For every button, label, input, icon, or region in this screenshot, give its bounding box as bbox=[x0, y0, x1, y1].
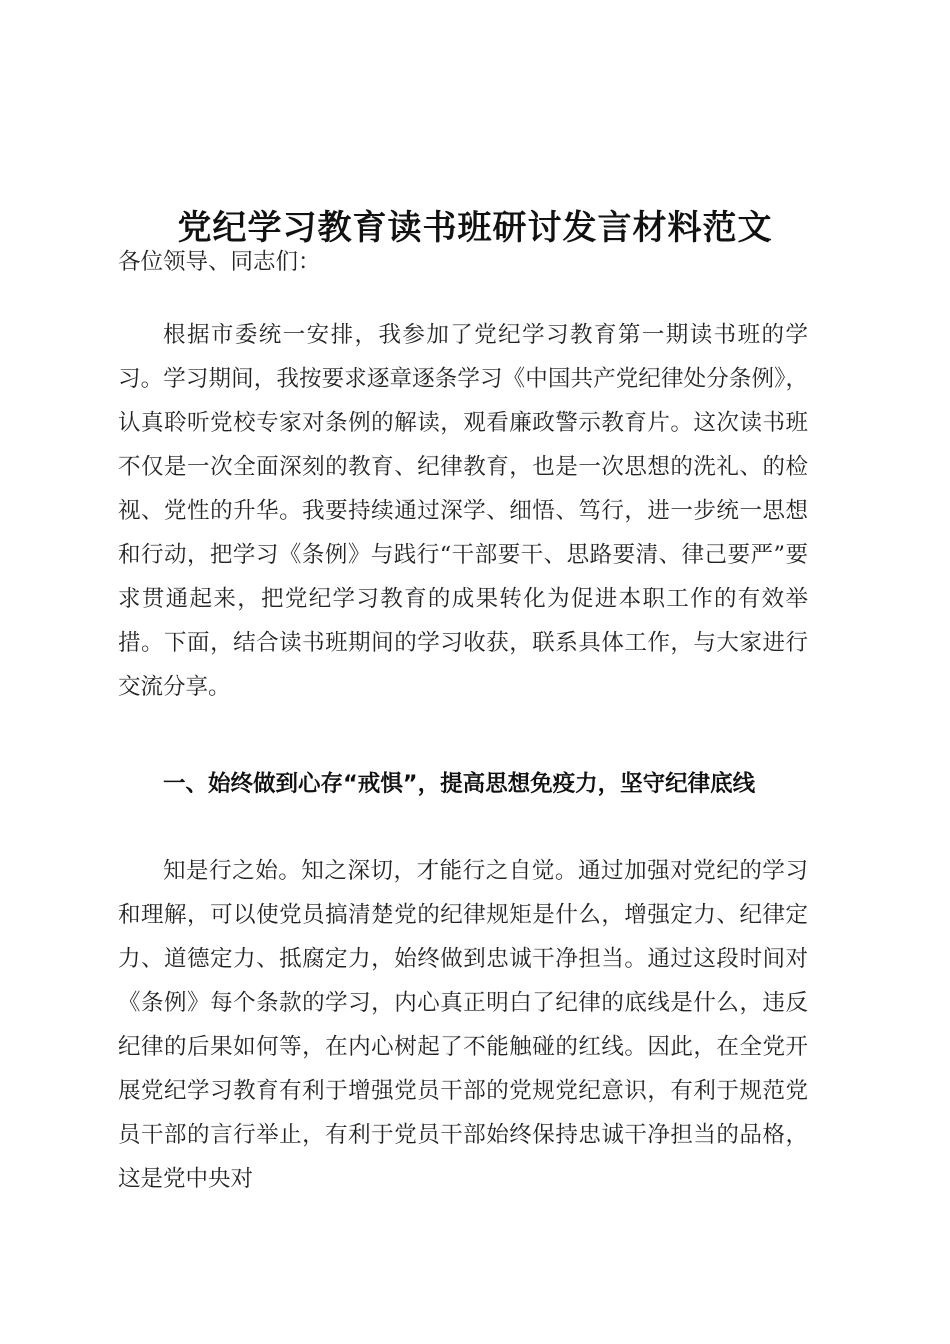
document-title: 党纪学习教育读书班研讨发言材料范文 bbox=[177, 208, 773, 248]
section-heading: 一、始终做到心存“戒惧”，提高思想免疫力，坚守纪律底线 bbox=[163, 771, 756, 797]
intro-paragraph: 根据市委统一安排，我参加了党纪学习教育第一期读书班的学习。学习期间，我按要求逐章逐条学习《中国共产党纪律处分条例》，认真聆听党校专家对条例的解读，观看廉政警示教育片。这次读书班不仅是一次全面深刻的教育、纪律教育，也是一次思想的洗礼、的检视、党性的升华。我要持续通过深学、细悟、笃行，进一步统一思想和行动，把学习《条例》与践行“干部要干、思路要清、律己要严”要求贯通起来，把党纪学习教育的成果转化为促进本职工作的有效举措。下面，结合读书班期间的学习收获，联系具体工作，与大家进行交流分享。 bbox=[118, 322, 808, 700]
section-paragraph: 知是行之始。知之深切，才能行之自觉。通过加强对党纪的学习和理解，可以使党员搞清楚党的纪律规矩是什么，增强定力、纪律定力、道德定力、抵腐定力，始终做到忠诚干净担当。通过这段时间对《条例》每个条款的学习，内心真正明白了纪律的底线是什么，违反纪律的后果如何等，在内心树起了不能触碰的红线。因此，在全党开展党纪学习教育有利于增强党员干部的党规党纪意识，有利于规范党员干部的言行举止，有利于党员干部始终保持忠诚干净担当的品格，这是党中央对 bbox=[118, 858, 808, 1192]
salutation: 各位领导、同志们： bbox=[118, 249, 321, 275]
